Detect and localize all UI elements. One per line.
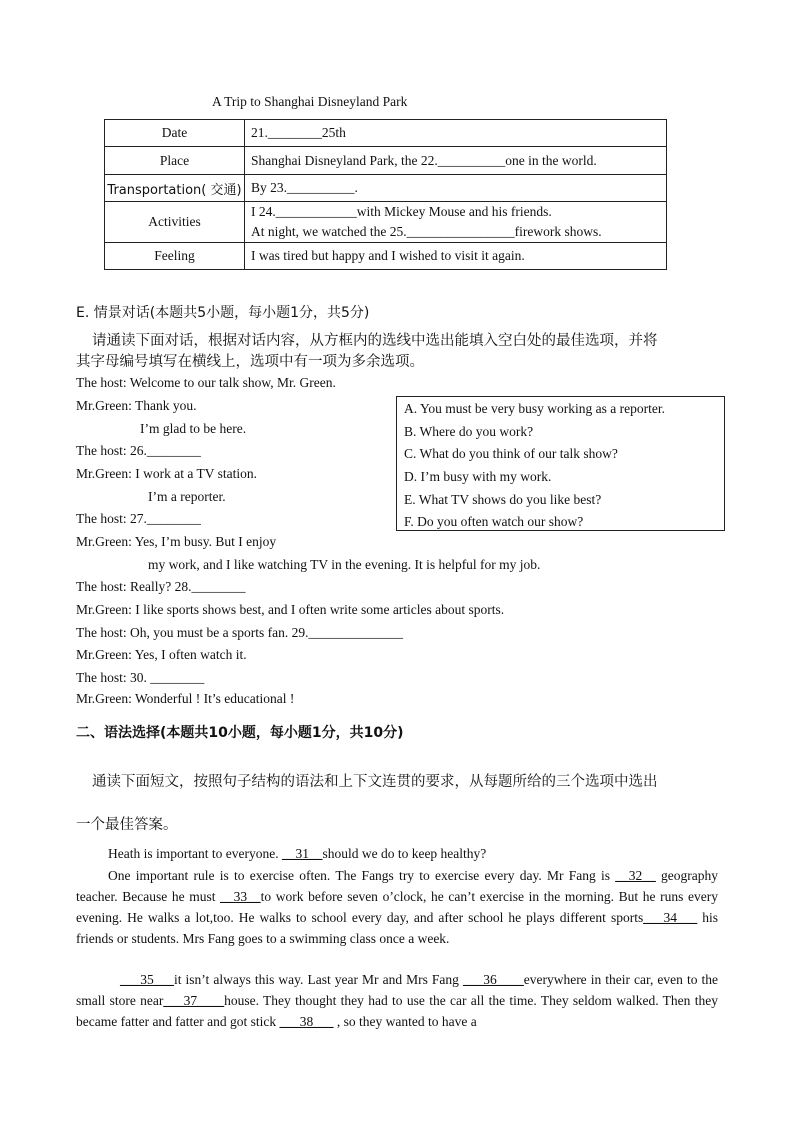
text-segment: everywhere in their car, even to the small store near [76,972,718,1008]
option-c: C. What do you think of our talk show? [404,446,618,461]
table-row [105,120,667,147]
blank-35: ___35___ [120,972,174,987]
activities-line-2: At night, we watched the 25.________________firework shows. [251,224,602,239]
text-segment: it isn’t always this way. Last year Mr and Mrs Fang [174,972,463,987]
blank-31: __31__ [281,846,323,861]
row-label-transportation: Transportation( 交通) [105,175,245,202]
section-2-instruction-1: 通读下面短文，按照句子结构的语法和上下文连贯的要求，从每题所给的三个选项中选出 [92,774,658,790]
blank-32: __32__ [615,868,656,883]
blank-37: ___37____ [163,993,225,1008]
dialogue-line: Mr.Green: I like sports shows best, and I often write some articles about sports. [76,602,505,617]
option-b: B. Where do you work? [404,424,534,439]
dialogue-line: The host: Welcome to our talk show, Mr. Green. [76,375,336,390]
section-e-instruction-2: 其字母编号填写在横线上，选项中有一项为多余选项。 [76,354,424,370]
blank-38: ___38___ [279,1014,334,1029]
section-e-title: E. 情景对话(本题共5小题，每小题1分，共5分) [76,305,370,321]
dialogue-line: Mr.Green: Thank you. [76,398,197,413]
dialogue-line: Mr.Green: Yes, I’m busy. But I enjoy [76,534,277,549]
text-segment: his friends or students. Mrs Fang goes to a swimming class once a week. [76,910,718,946]
row-label-activities: Activities [105,202,245,243]
row-label-feeling: Feeling [105,243,245,270]
row-value-activities [245,202,667,243]
text-segment: , so they wanted to have a [333,1014,477,1029]
text-segment: geography teacher. Because he must [76,868,718,904]
table-row [105,243,667,270]
text-segment: Heath is important to everyone. [108,846,282,861]
table-row [105,175,667,202]
option-a: A. You must be very busy working as a reporter. [404,401,665,416]
dialogue-line: Mr.Green: Yes, I often watch it. [76,647,247,662]
blank-34: ___34___ [643,910,698,925]
passage-paragraph-3 [76,969,718,1032]
dialogue-line: I’m a reporter. [148,489,226,504]
table-row [105,147,667,175]
row-label-date: Date [105,120,245,147]
trip-table [104,119,667,270]
text-segment: should we do to keep healthy? [322,846,487,861]
section-2-instruction-2: 一个最佳答案。 [76,817,178,833]
row-value-feeling: I was tired but happy and I wished to visit it again. [245,243,667,270]
row-value-date: 21.________25th [245,120,667,147]
row-label-place: Place [105,147,245,175]
passage-paragraph-1 [108,846,486,862]
dialogue-line: The host: Really? 28.________ [76,579,246,594]
dialogue-line: Mr.Green: Wonderful ! It’s educational ! [76,691,295,706]
option-e: E. What TV shows do you like best? [404,492,602,507]
table-row [105,202,667,243]
dialogue-line: The host: 27.________ [76,511,201,526]
text-segment: house. They thought they had to use the car all the time. They seldom walked. Then they became fatter and fatter and got stick [76,993,718,1029]
dialogue-line: The host: 30. ________ [76,670,205,685]
blank-33: __33__ [220,889,261,904]
dialogue-line: I’m glad to be here. [140,421,247,436]
blank-36: ___36____ [462,972,524,987]
dialogue-line: The host: Oh, you must be a sports fan. 29.______________ [76,625,403,640]
activities-line-1: I 24.____________with Mickey Mouse and his friends. [251,204,552,219]
passage-paragraph-2 [76,865,718,949]
text-segment: to work before seven o’clock, he can’t exercise in the morning. But he runs every evening. He walks a lot,too. He walks to school every day, and after school he plays different sports [76,889,718,925]
option-f: F. Do you often watch our show? [404,514,584,529]
section-e-instruction-1: 请通读下面对话，根据对话内容，从方框内的选线中选出能填入空白处的最佳选项，并将 [92,333,658,349]
row-value-transportation: By 23.__________. [245,175,667,202]
dialogue-line: Mr.Green: I work at a TV station. [76,466,257,481]
options-box [396,396,725,531]
dialogue-line: my work, and I like watching TV in the evening. It is helpful for my job. [148,557,541,572]
passage-title: A Trip to Shanghai Disneyland Park [212,94,408,109]
option-d: D. I’m busy with my work. [404,469,552,484]
text-segment: One important rule is to exercise often. The Fangs try to exercise every day. Mr Fang is [108,868,616,883]
dialogue-line: The host: 26.________ [76,443,201,458]
row-value-place: Shanghai Disneyland Park, the 22.__________one in the world. [245,147,667,175]
section-2-title: 二、语法选择(本题共10小题，每小题1分，共10分) [76,725,404,741]
